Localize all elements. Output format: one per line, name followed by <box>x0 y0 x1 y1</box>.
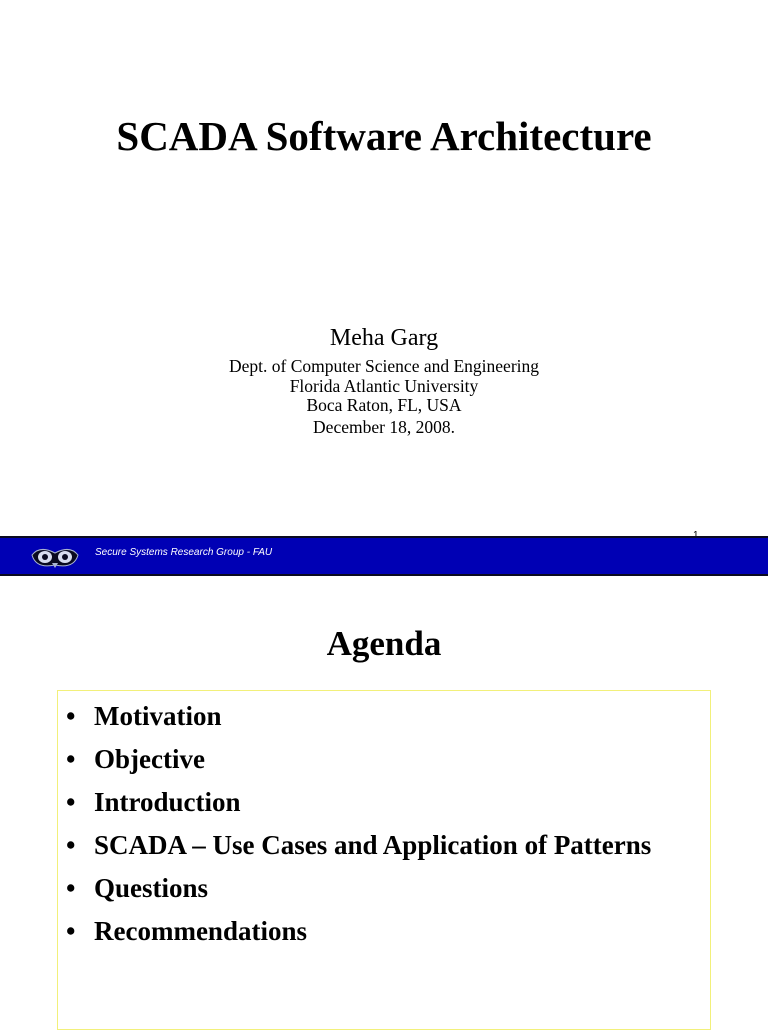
bullet-icon: • <box>66 873 76 903</box>
agenda-item-text: Objective <box>94 744 205 774</box>
agenda-item <box>58 785 698 820</box>
footer-bar <box>0 536 768 576</box>
agenda-item <box>58 742 698 777</box>
author-name: Meha Garg <box>329 325 439 351</box>
agenda-item <box>58 871 698 906</box>
university: Florida Atlantic University <box>289 375 479 396</box>
bullet-icon: • <box>66 830 76 860</box>
agenda-item-text: Introduction <box>94 787 241 817</box>
department: Dept. of Computer Science and Engineering <box>228 356 540 376</box>
agenda-item <box>58 699 698 734</box>
agenda-item <box>58 828 698 863</box>
agenda-item-text: Motivation <box>94 701 222 731</box>
agenda-title: Agenda <box>326 624 442 663</box>
bullet-icon: • <box>66 916 76 946</box>
agenda-list <box>58 699 698 957</box>
footer-text: Secure Systems Research Group - FAU <box>95 547 273 558</box>
location: Boca Raton, FL, USA <box>306 395 462 415</box>
bullet-icon: • <box>66 787 76 817</box>
presentation-date: December 18, 2008. <box>313 416 455 437</box>
affiliation-block <box>0 357 768 437</box>
agenda-item <box>58 914 698 949</box>
bullet-icon: • <box>66 744 76 774</box>
agenda-box <box>57 690 711 1030</box>
bullet-icon: • <box>66 701 76 731</box>
owl-logo-icon <box>30 541 80 573</box>
agenda-item-text: Questions <box>94 873 209 903</box>
agenda-item-text: Recommendations <box>94 916 307 946</box>
slide-title: SCADA Software Architecture <box>116 113 652 159</box>
agenda-item-text: SCADA – Use Cases and Application of Patterns <box>94 830 652 860</box>
